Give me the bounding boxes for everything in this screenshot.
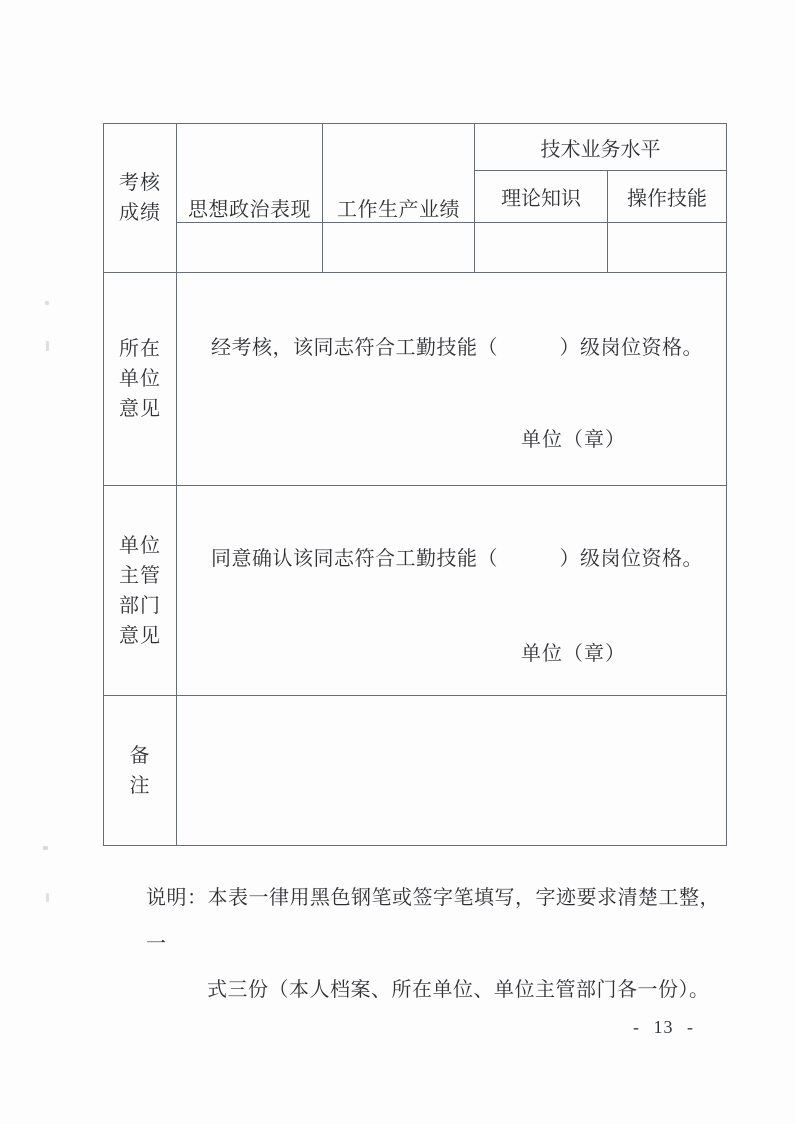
score-row-label-cell <box>104 124 177 273</box>
instructions-line-1: 说明：本表一律用黑色钢笔或签字笔填写，字迹要求清楚工整，一 <box>146 887 720 955</box>
supervisor-opinion-cell <box>177 486 727 696</box>
employer-opinion-label: 所在单位意见 <box>119 338 161 420</box>
col-header-work: 工作生产业绩 <box>323 124 475 223</box>
remarks-label: 备注 <box>129 744 151 797</box>
instructions-note <box>146 875 726 1013</box>
score-value-theory <box>475 223 608 273</box>
scan-speck <box>45 301 49 305</box>
score-value-operation <box>608 223 727 273</box>
instructions-line-2: 式三份（本人档案、所在单位、单位主管部门各一份）。 <box>207 979 710 1001</box>
scan-speck <box>46 893 49 902</box>
supervisor-seal-line: 单位（章） <box>521 643 626 665</box>
supervisor-opinion-label-cell <box>104 486 177 696</box>
score-value-ideology <box>177 223 323 273</box>
remarks-label-cell <box>104 696 177 846</box>
employer-opinion-statement: 经考核，该同志符合工勤技能（ ）级岗位资格。 <box>211 337 703 359</box>
scan-speck <box>43 846 48 850</box>
employer-opinion-label-cell <box>104 273 177 486</box>
employer-seal-line: 单位（章） <box>521 429 626 451</box>
employer-opinion-cell <box>177 273 727 486</box>
page-number: - 13 - <box>633 1017 694 1037</box>
col-header-ideology: 思想政治表现 <box>177 124 323 223</box>
supervisor-opinion-statement: 同意确认该同志符合工勤技能（ ）级岗位资格。 <box>211 548 703 570</box>
supervisor-opinion-label: 单位主管部门意见 <box>119 534 161 647</box>
col-header-theory: 理论知识 <box>475 171 608 223</box>
scan-speck <box>46 341 49 351</box>
col-header-operation: 操作技能 <box>608 171 727 223</box>
remarks-cell <box>177 696 727 846</box>
assessment-score-table <box>103 123 727 846</box>
col-header-technical-group: 技术业务水平 <box>475 124 727 171</box>
score-row-label: 考核成绩 <box>119 172 161 224</box>
score-value-work <box>323 223 475 273</box>
